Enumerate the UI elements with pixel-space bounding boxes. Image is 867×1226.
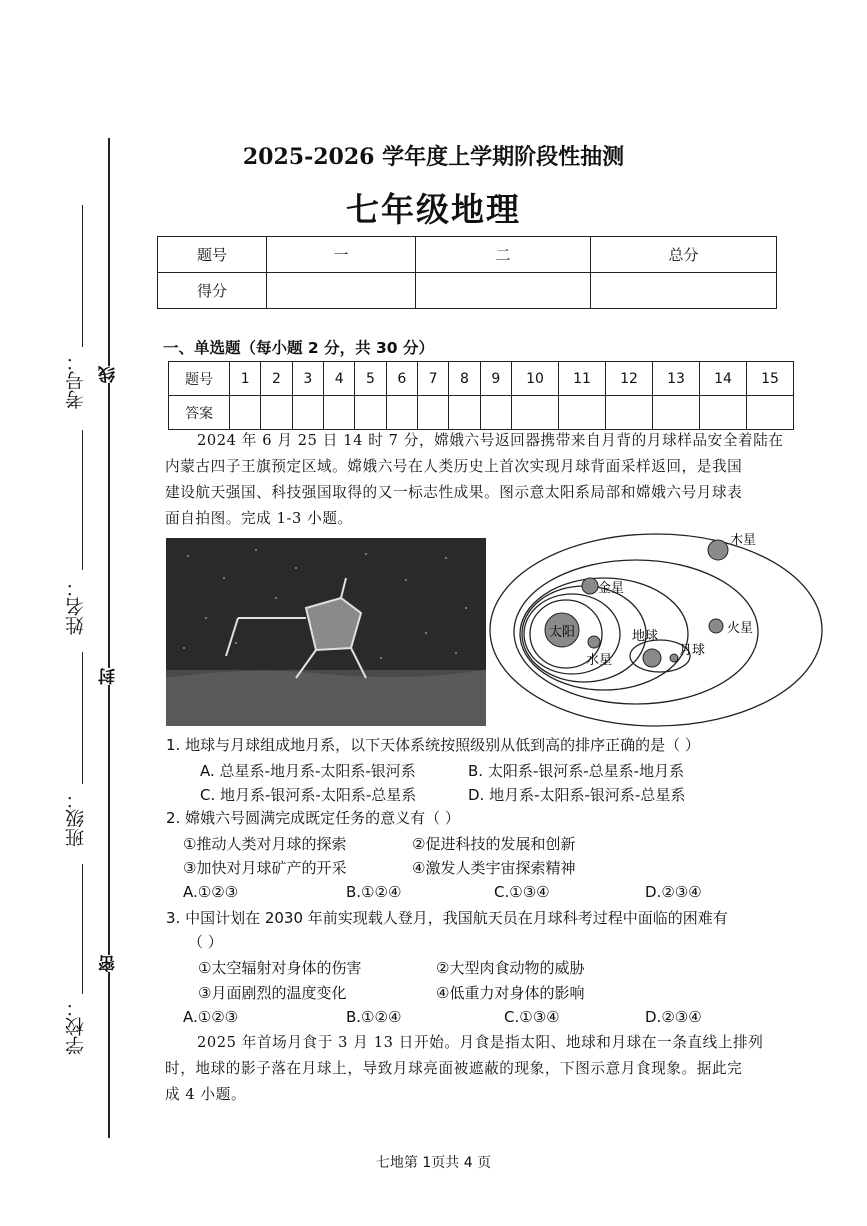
question-number-cell: 12 xyxy=(606,362,653,396)
subject-title: 七年级地理 xyxy=(346,190,521,229)
question-number-cell: 14 xyxy=(700,362,747,396)
question-3-answer-paren: （ ） xyxy=(188,933,223,951)
answer-cell[interactable] xyxy=(700,396,747,430)
secret-mark: 密 xyxy=(96,955,121,972)
answer-cell[interactable] xyxy=(606,396,653,430)
passage-line: 2025 年首场月食于 3 月 13 日开始。月食是指太阳、地球和月球在一条直线上排列 xyxy=(197,1034,764,1051)
question-1-stem: 1. 地球与月球组成地月系，以下天体系统按照级别从低到高的排序正确的是（ ） xyxy=(166,736,700,754)
class-label: 班级： xyxy=(65,790,87,847)
score-header-cell: 总分 xyxy=(591,237,777,273)
binding-line xyxy=(108,138,110,1138)
exam-title: 2025-2026 学年度上学期阶段性抽测 xyxy=(242,144,625,170)
score-row-label: 得分 xyxy=(158,273,267,309)
question-number-cell: 8 xyxy=(449,362,480,396)
chang-e-6-selfie-photo xyxy=(166,538,486,726)
score-table xyxy=(157,236,777,309)
question-3-option-d[interactable]: D.②③④ xyxy=(645,1008,702,1026)
question-number-cell: 7 xyxy=(417,362,448,396)
jupiter-icon xyxy=(708,540,728,560)
question-2-statement-2: ②促进科技的发展和创新 xyxy=(412,835,576,853)
name-label: 姓名： xyxy=(65,578,87,635)
score-header-cell: 一 xyxy=(267,237,416,273)
venus-icon xyxy=(582,578,598,594)
question-3-statement-4: ④低重力对身体的影响 xyxy=(436,984,585,1002)
answer-cell[interactable] xyxy=(480,396,511,430)
question-number-cell: 9 xyxy=(480,362,511,396)
question-3-statement-3: ③月面剧烈的温度变化 xyxy=(198,984,347,1002)
school-blank[interactable] xyxy=(82,864,83,994)
passage-line: 内蒙古四子王旗预定区域。嫦娥六号在人类历史上首次实现月球背面采样返回，是我国 xyxy=(165,458,743,475)
score-cell[interactable] xyxy=(591,273,777,309)
name-blank[interactable] xyxy=(82,430,83,570)
school-label: 学校： xyxy=(65,998,87,1055)
moon-icon xyxy=(670,654,678,662)
answer-table xyxy=(168,361,794,430)
class-blank[interactable] xyxy=(82,652,83,784)
passage-line: 成 4 小题。 xyxy=(165,1086,247,1103)
question-2-statement-3: ③加快对月球矿产的开采 xyxy=(183,859,347,877)
page-footer: 七地第 1页共 4 页 xyxy=(375,1155,492,1171)
passage-line: 面自拍图。完成 1-3 小题。 xyxy=(165,510,353,527)
jupiter-label: 木星 xyxy=(730,533,757,548)
answer-cell[interactable] xyxy=(417,396,448,430)
question-3-stem: 3. 中国计划在 2030 年前实现载人登月，我国航天员在月球科考过程中面临的困难有 xyxy=(166,909,728,927)
solar-system-diagram xyxy=(486,530,826,730)
question-number-cell: 10 xyxy=(512,362,559,396)
question-number-cell: 13 xyxy=(653,362,700,396)
question-number-cell: 4 xyxy=(323,362,354,396)
mars-label: 火星 xyxy=(727,621,754,636)
question-1-option-a[interactable]: A. 总星系-地月系-太阳系-银河系 xyxy=(200,762,416,780)
question-number-cell: 3 xyxy=(292,362,323,396)
question-number-cell: 15 xyxy=(747,362,794,396)
question-2-option-c[interactable]: C.①③④ xyxy=(494,883,550,901)
passage-1 xyxy=(165,428,805,532)
lunar-surface-image xyxy=(166,538,486,726)
passage-line: 时，地球的影子落在月球上，导致月球亮面被遮蔽的现象，下图示意月食现象。据此完 xyxy=(165,1060,743,1077)
question-3-statement-2: ②大型肉食动物的威胁 xyxy=(436,959,585,977)
score-header-cell: 二 xyxy=(416,237,591,273)
score-header-cell: 题号 xyxy=(158,237,267,273)
question-1-option-b[interactable]: B. 太阳系-银河系-总星系-地月系 xyxy=(468,762,685,780)
score-cell[interactable] xyxy=(267,273,416,309)
section-heading: 一、单选题（每小题 2 分，共 30 分） xyxy=(163,339,434,357)
passage-line: 2024 年 6 月 25 日 14 时 7 分，嫦娥六号返回器携带来自月背的月球样品安全着陆在 xyxy=(197,432,784,449)
question-2-statement-4: ④激发人类宇宙探索精神 xyxy=(412,859,576,877)
passage-line: 建设航天强国、科技强国取得的又一标志性成果。图示意太阳系局部和嫦娥六号月球表 xyxy=(165,484,743,501)
answer-cell[interactable] xyxy=(230,396,261,430)
question-2-statement-1: ①推动人类对月球的探索 xyxy=(183,835,347,853)
venus-label: 金星 xyxy=(598,581,625,596)
answer-cell[interactable] xyxy=(512,396,559,430)
answer-cell[interactable] xyxy=(292,396,323,430)
question-number-cell: 11 xyxy=(559,362,606,396)
answer-cell[interactable] xyxy=(355,396,386,430)
question-3-option-c[interactable]: C.①③④ xyxy=(504,1008,560,1026)
earth-label: 地球 xyxy=(632,629,659,644)
question-2-option-d[interactable]: D.②③④ xyxy=(645,883,702,901)
answer-cell[interactable] xyxy=(653,396,700,430)
answer-cell[interactable] xyxy=(386,396,417,430)
passage-2 xyxy=(165,1030,805,1108)
question-2-option-b[interactable]: B.①②④ xyxy=(346,883,402,901)
earth-icon xyxy=(643,649,661,667)
sun-label: 太阳 xyxy=(549,625,576,640)
question-number-cell: 5 xyxy=(355,362,386,396)
question-number-cell: 6 xyxy=(386,362,417,396)
answer-header-label: 题号 xyxy=(169,362,230,396)
mars-icon xyxy=(709,619,723,633)
question-3-option-a[interactable]: A.①②③ xyxy=(183,1008,239,1026)
answer-row-label: 答案 xyxy=(169,396,230,430)
score-cell[interactable] xyxy=(416,273,591,309)
question-1-option-c[interactable]: C. 地月系-银河系-太阳系-总星系 xyxy=(200,786,417,804)
line-mark: 线 xyxy=(96,366,121,383)
answer-cell[interactable] xyxy=(449,396,480,430)
question-2-option-a[interactable]: A.①②③ xyxy=(183,883,239,901)
question-1-option-d[interactable]: D. 地月系-太阳系-银河系-总星系 xyxy=(468,786,686,804)
answer-cell[interactable] xyxy=(261,396,292,430)
question-2-stem: 2. 嫦娥六号圆满完成既定任务的意义有（ ） xyxy=(166,809,460,827)
moon-label: 月球 xyxy=(679,643,706,658)
exam-no-label: 考号： xyxy=(65,352,87,409)
answer-cell[interactable] xyxy=(559,396,606,430)
question-3-statement-1: ①太空辐射对身体的伤害 xyxy=(198,959,362,977)
question-3-option-b[interactable]: B.①②④ xyxy=(346,1008,402,1026)
seal-mark: 封 xyxy=(96,668,121,685)
mercury-label: 水星 xyxy=(586,653,613,668)
mercury-icon xyxy=(588,636,600,648)
question-number-cell: 2 xyxy=(261,362,292,396)
answer-cell[interactable] xyxy=(747,396,794,430)
question-number-cell: 1 xyxy=(230,362,261,396)
answer-cell[interactable] xyxy=(323,396,354,430)
